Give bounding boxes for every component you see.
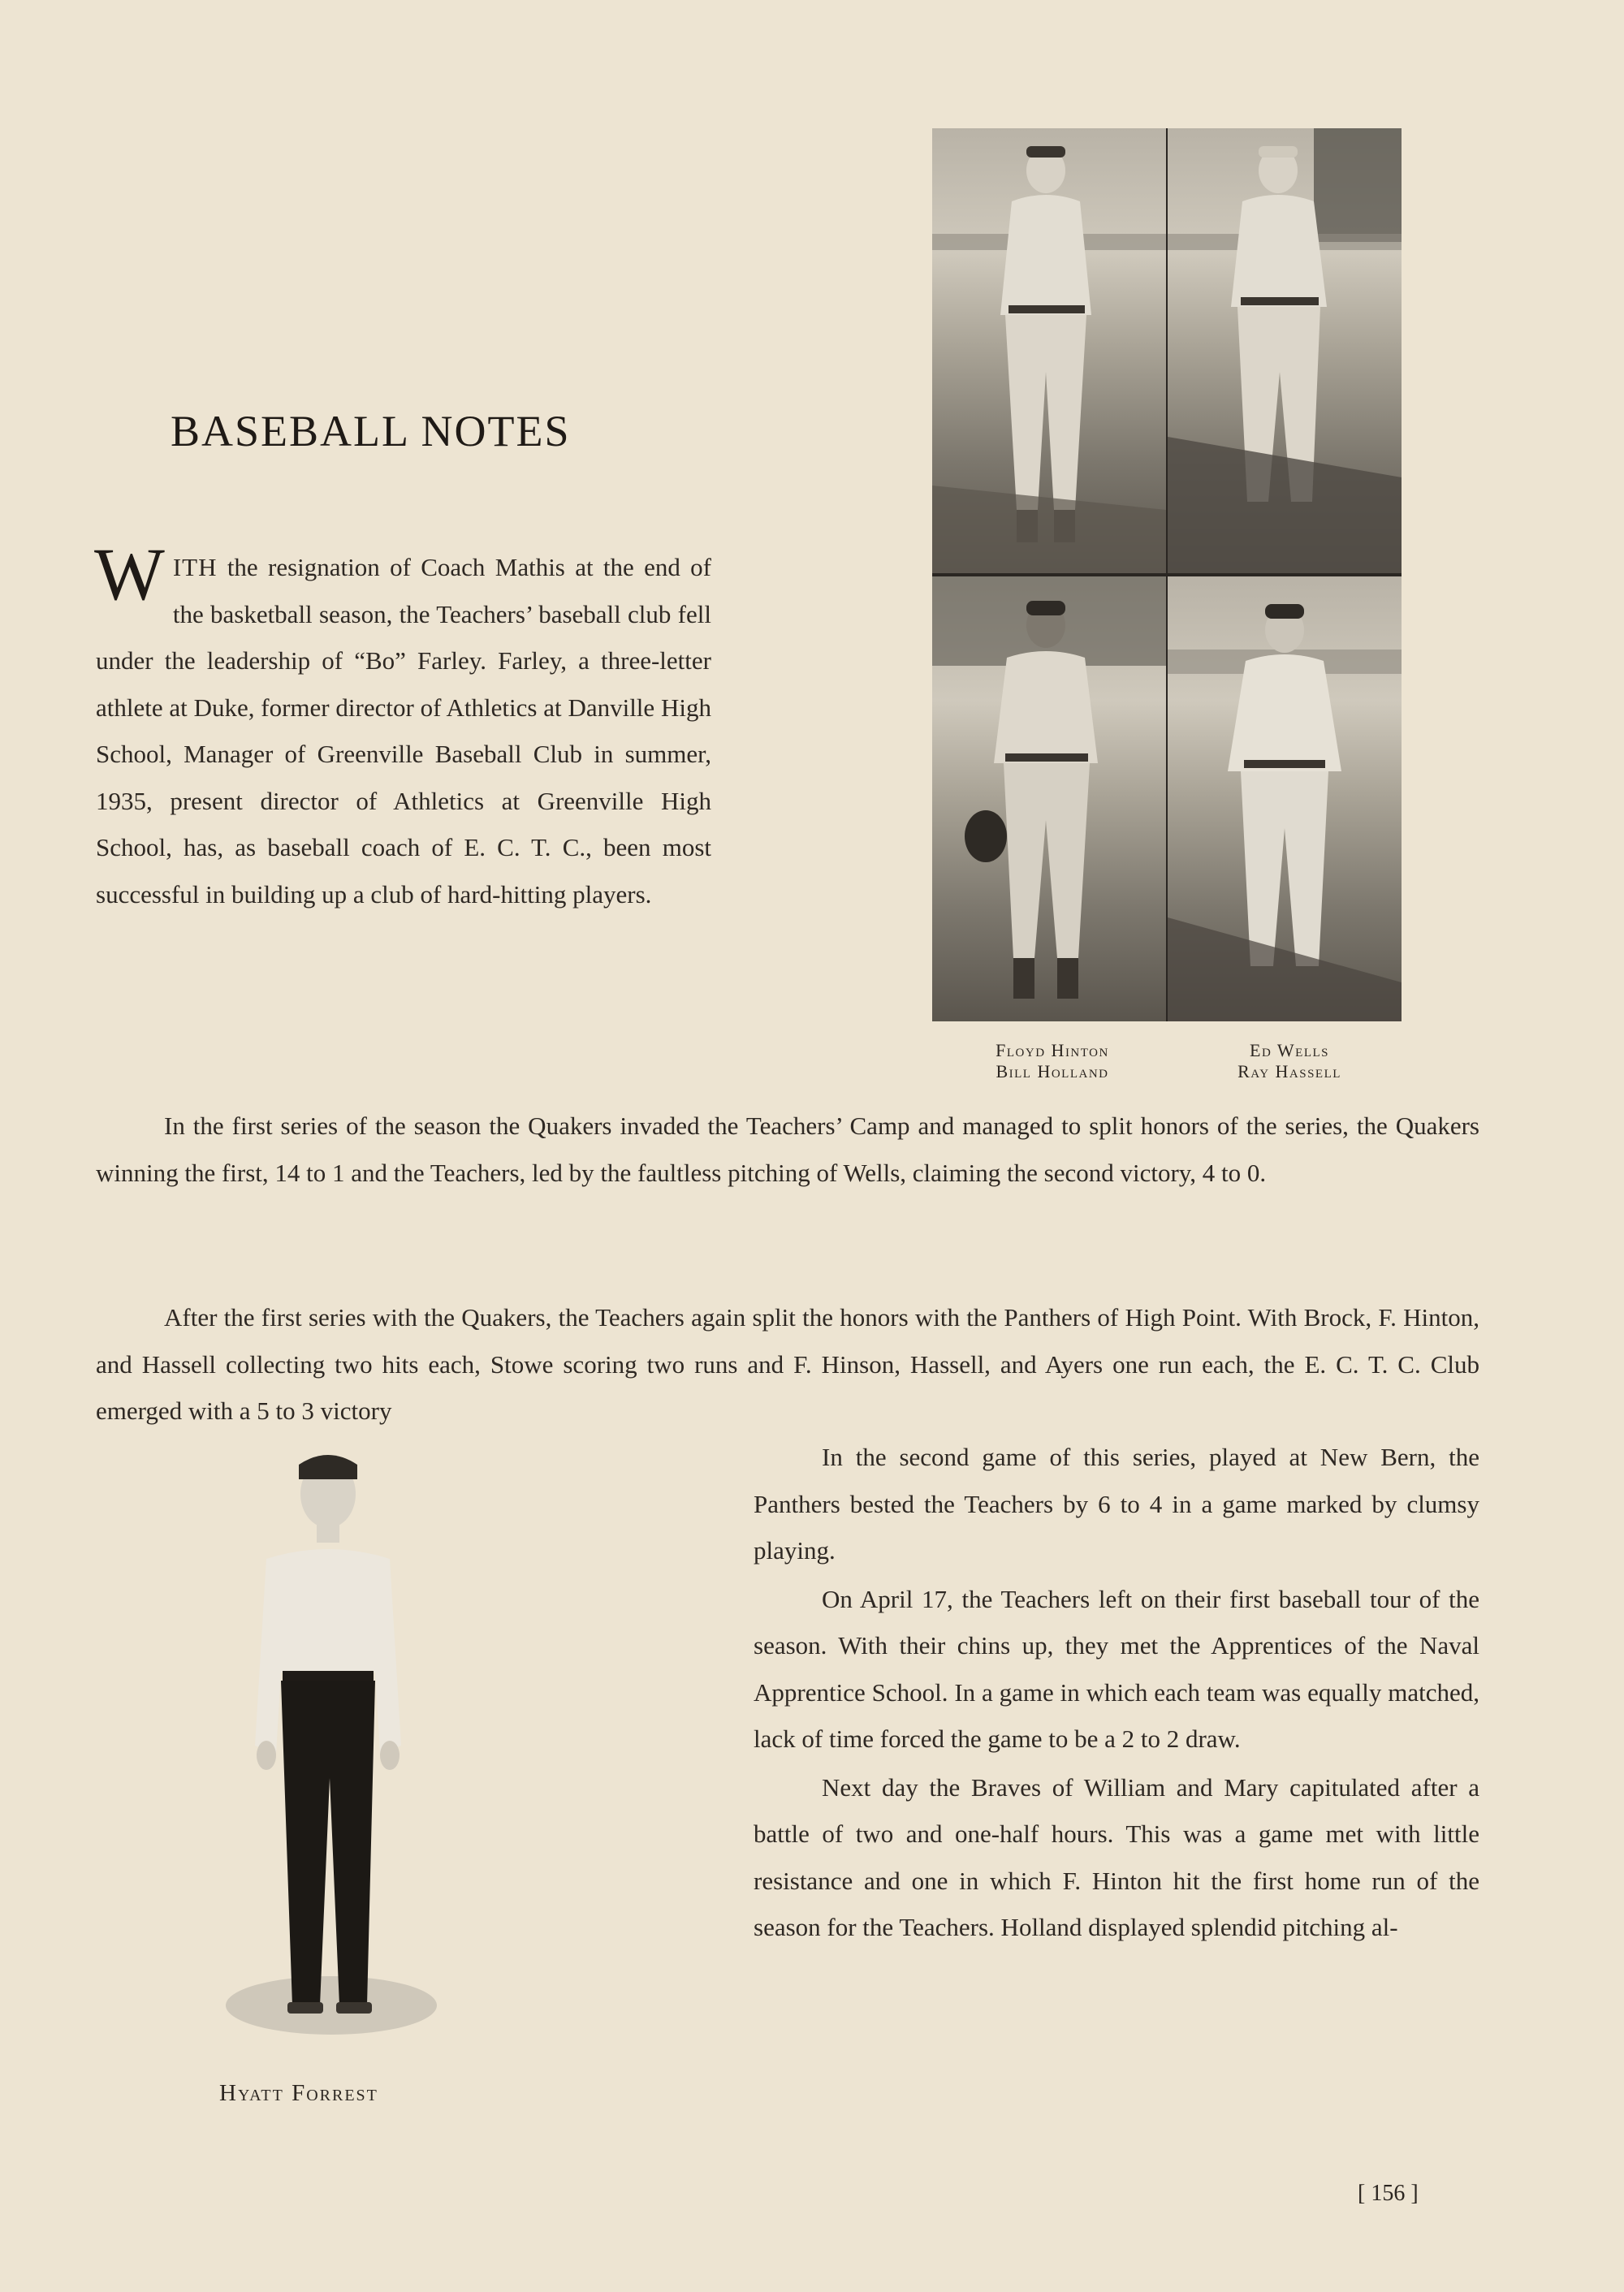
portrait-hyatt-forrest <box>218 1437 453 2054</box>
player-silhouette-icon <box>932 128 1166 573</box>
paragraph-second-game: In the second game of this series, played at New Bern, the Panthers bested the Teachers by 6 to 4 in a game marked by clumsy playing. <box>754 1443 1479 1565</box>
drop-cap: W <box>94 533 165 615</box>
photo-bill-holland <box>932 576 1166 1021</box>
caption-left <box>955 1040 1150 1082</box>
caption-right <box>1200 1040 1379 1082</box>
paragraph-panthers-series <box>96 1294 1479 1435</box>
caption-floyd-hinton: Floyd Hinton <box>996 1040 1109 1060</box>
intro-lead: ITH <box>172 553 218 581</box>
right-column <box>754 1434 1479 1953</box>
caption-ed-wells: Ed Wells <box>1250 1040 1329 1060</box>
person-silhouette-icon <box>218 1437 453 2054</box>
caption-hyatt-forrest: Hyatt Forrest <box>219 2080 378 2106</box>
player-silhouette-icon <box>1168 128 1402 573</box>
page-title: BASEBALL NOTES <box>171 407 571 455</box>
paragraph-text: After the first series with the Quakers, the Teachers again split the honors with the Panthers of High Point. With Brock, F. Hinton, and Hassell collecting two hits each, Stowe scoring two runs and F. Hinson, Hassell, and Ayers one run each, the E. C. T. C. Club emerged with a 5 to 3 victory <box>96 1303 1479 1425</box>
photo-ray-hassell <box>1168 576 1402 1021</box>
page-number: [ 156 ] <box>1358 2181 1419 2206</box>
player-silhouette-icon <box>1168 576 1402 1021</box>
player-photo-grid <box>932 128 1402 1021</box>
photo-ed-wells <box>1168 128 1402 573</box>
caption-bill-holland: Bill Holland <box>996 1061 1109 1081</box>
intro-text: the resignation of Coach Mathis at the end of the basketball season, the Teachers’ baseball club fell under the leadership of “Bo” Farley. Farley, a three-letter athlete at Duke, former director of Athletics at Danville High School, Manager of Greenville Baseball Club in summer, 1935, present director of Athletics at Greenville High School, has, as baseball coach of E. C. T. C., been most successful in building up a club of hard-hitting players. <box>96 553 711 909</box>
photo-floyd-hinton <box>932 128 1166 573</box>
paragraph-april-tour: On April 17, the Teachers left on their first baseball tour of the season. With their chins up, they met the Apprentices of the Naval Apprentice School. In a game in which each team was equally matched, lack of time forced the game to be a 2 to 2 draw. <box>754 1584 1479 1753</box>
intro-paragraph <box>94 533 711 917</box>
paragraph-first-series <box>96 1103 1479 1196</box>
paragraph-next-day: Next day the Braves of William and Mary capitulated after a battle of two and one-half hours. This was a game met with little resistance and one in which F. Hinton hit the first home run of the season for the Teachers. Holland displayed splendid pitching al- <box>754 1772 1479 1941</box>
caption-ray-hassell: Ray Hassell <box>1237 1061 1341 1081</box>
paragraph-text: In the first series of the season the Quakers invaded the Teachers’ Camp and managed to split honors of the series, the Quakers winning the first, 14 to 1 and the Teachers, led by the faultless pitching of Wells, claiming the second victory, 4 to 0. <box>96 1111 1479 1187</box>
player-silhouette-icon <box>932 576 1166 1021</box>
